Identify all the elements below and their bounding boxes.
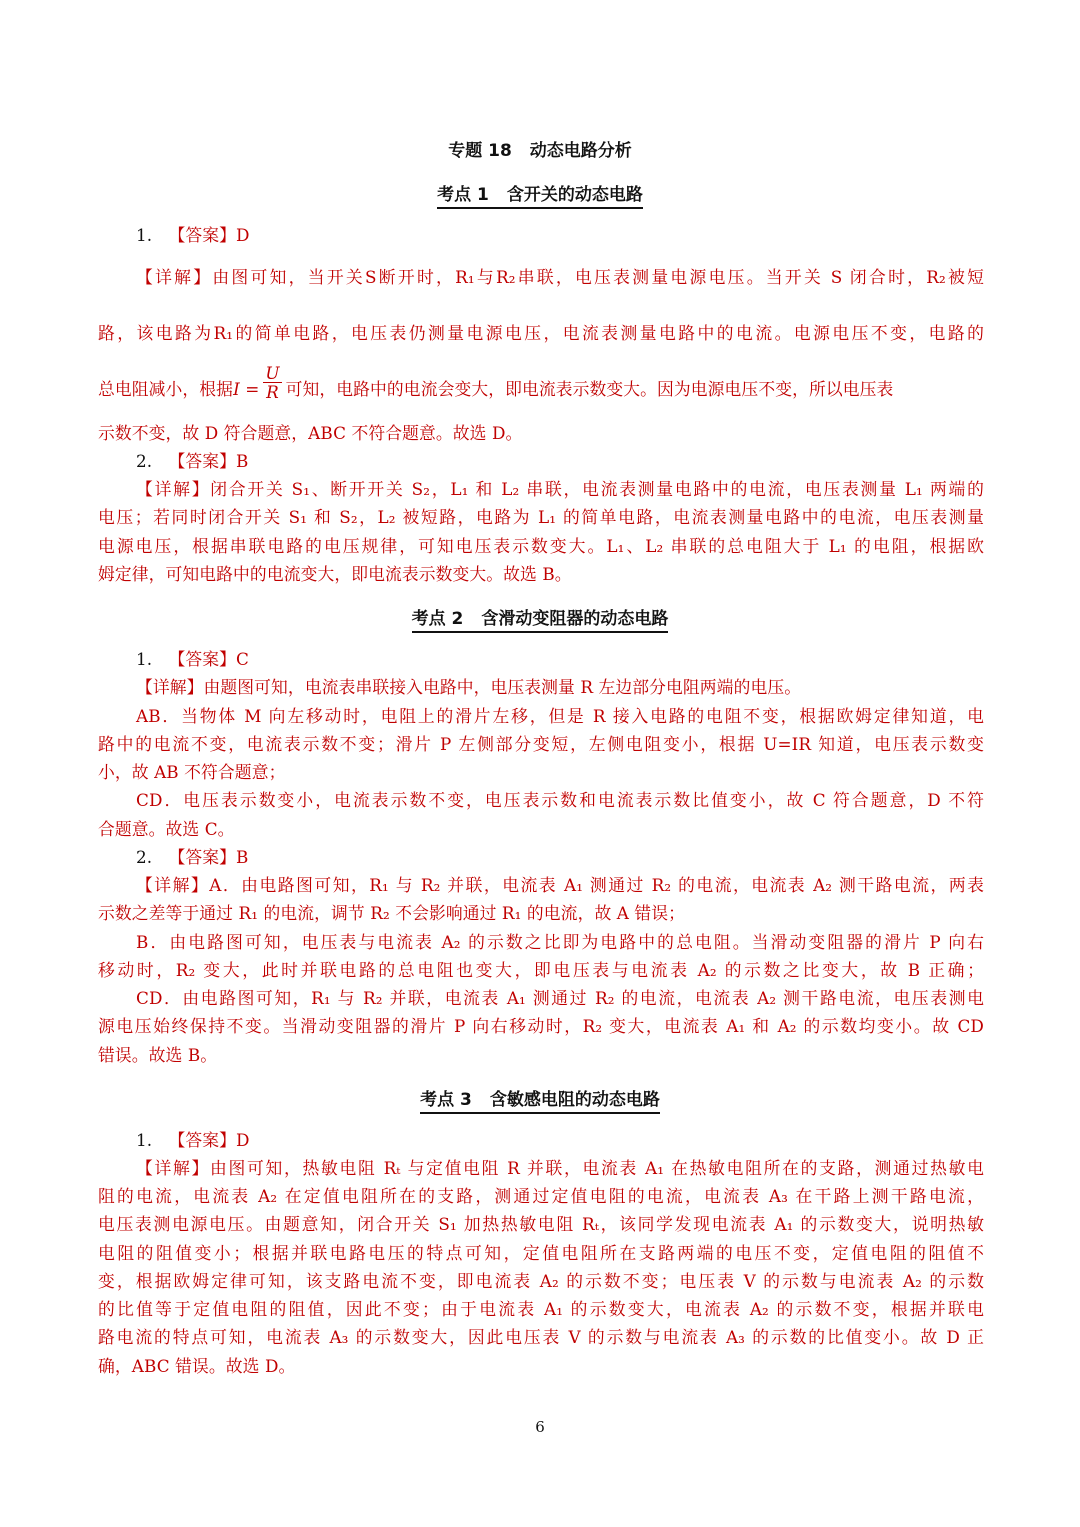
explanation-line: 移动时，R₂ 变大，此时并联电路的总电阻也变大，即电压表与电流表 A₂ 的示数之比变大，故 B 正确； xyxy=(98,960,984,980)
explanation-line: 【详解】A．由电路图可知，R₁ 与 R₂ 并联，电流表 A₁ 测通过 R₂ 的电流，电流表 A₂ 测干路电流，两表 xyxy=(136,875,984,895)
explanation-line: 路，该电路为R₁的简单电路，电压表仍测量电源电压，电流表测量电路中的电流。电源电压不变，电路的 xyxy=(98,323,984,343)
answer-text: 【答案】C xyxy=(168,649,249,669)
answer-text: 【答案】B xyxy=(168,847,249,867)
explanation-line: 的比值等于定值电阻的阻值，因此不变；由于电流表 A₁ 的示数变大，电流表 A₂ 的示数不变，根据并联电 xyxy=(98,1299,984,1319)
explanation-line: 示数之差等于通过 R₁ 的电流，调节 R₂ 不会影响通过 R₁ 的电流，故 A 错误； xyxy=(98,903,686,923)
answer-line xyxy=(136,450,984,472)
answer-text: 【答案】D xyxy=(168,225,250,245)
explanation-line: 路电流的特点可知，电流表 A₃ 的示数变大，因此电压表 V 的示数与电流表 A₃ 的示数的比值变小。故 D 正 xyxy=(98,1327,984,1347)
page-number: 6 xyxy=(535,1418,545,1436)
answer-line xyxy=(136,1129,984,1151)
fraction xyxy=(263,364,281,401)
page-title xyxy=(0,136,1080,161)
topic-label: 专题 xyxy=(448,141,483,161)
explanation-line: 【详解】由题图可知，电流表串联接入电路中，电压表测量 R 左边部分电阻两端的电压。 xyxy=(136,677,802,697)
explanation-line: 小，故 AB 不符合题意； xyxy=(98,762,286,782)
explanation-line: CD．由电路图可知，R₁ 与 R₂ 并联，电流表 A₁ 测通过 R₂ 的电流，电流表 A₂ 测干路电流，电压表测电 xyxy=(136,988,984,1008)
explanation-line: 电阻的阻值变小；根据并联电路电压的特点可知，定值电阻所在支路两端的电压不变，定值电阻的阻值不 xyxy=(98,1243,984,1263)
question-number: 1. xyxy=(136,225,153,245)
answer-line xyxy=(136,648,984,670)
section-label: 考点 1 xyxy=(437,185,489,205)
explanation-line: 电压；若同时闭合开关 S₁ 和 S₂，L₂ 被短路，电路为 L₁ 的简单电路，电流表测量电路中的电流，电压表测量 xyxy=(98,507,984,527)
topic-number: 18 xyxy=(488,141,512,161)
explanation-line: 合题意。故选 C。 xyxy=(98,819,235,839)
question-number: 2. xyxy=(136,847,153,867)
text-segment: 总电阻减小，根据 xyxy=(98,379,234,399)
section-title: 含滑动变阻器的动态电路 xyxy=(481,609,669,629)
explanation-line: B．由电路图可知，电压表与电流表 A₂ 的示数之比即为电路中的总电阻。当滑动变阻器的滑片 P 向右 xyxy=(136,932,984,952)
explanation-line: 阻的电流，电流表 A₂ 在定值电阻所在的支路，测通过定值电阻的电流，电流表 A₃ 在干路上测干路电流， xyxy=(98,1186,984,1206)
explanation-line: CD．电压表示数变小，电流表示数不变，电压表示数和电流表示数比值变小，故 C 符合题意，D 不符 xyxy=(136,790,984,810)
topic-title: 动态电路分析 xyxy=(529,141,632,161)
explanation-line: AB．当物体 M 向左移动时，电阻上的滑片左移，但是 R 接入电路的电阻不变，根据欧姆定律知道，电 xyxy=(136,706,984,726)
section-title: 含开关的动态电路 xyxy=(506,185,643,205)
answer-line xyxy=(136,846,984,868)
answer-text: 【答案】D xyxy=(168,1130,250,1150)
text-segment: 可知，电路中的电流会变大，即电流表示数变大。因为电源电压不变，所以电压表 xyxy=(285,379,894,399)
question-number: 1. xyxy=(136,1130,153,1150)
section-heading-2 xyxy=(0,604,1080,629)
section-label: 考点 2 xyxy=(411,609,464,629)
question-number: 2. xyxy=(136,451,153,471)
answer-text: 【答案】B xyxy=(168,451,249,471)
fraction-numerator: U xyxy=(265,363,280,383)
formula-lhs: I = xyxy=(233,379,260,399)
explanation-line: 变，根据欧姆定律可知，该支路电流不变，即电流表 A₂ 的示数不变；电压表 V 的示数与电流表 A₂ 的示数 xyxy=(98,1271,984,1291)
explanation-line: 电源电压，根据串联电路的电压规律，可知电压表示数变大。L₁、L₂ 串联的总电阻大于 L₁ 的电阻，根据欧 xyxy=(98,536,984,556)
section-heading-3 xyxy=(0,1085,1080,1110)
section-label: 考点 3 xyxy=(420,1090,472,1110)
explanation-line: 姆定律，可知电路中的电流变大，即电流表示数变大。故选 B。 xyxy=(98,564,572,584)
explanation-line: 电压表测电源电压。由题意知，闭合开关 S₁ 加热热敏电阻 Rₜ，该同学发现电流表 A₁ 的示数变大，说明热敏 xyxy=(98,1214,984,1234)
explanation-line: 【详解】闭合开关 S₁、断开开关 S₂，L₁ 和 L₂ 串联，电流表测量电路中的电流，电压表测量 L₁ 两端的 xyxy=(136,479,984,499)
explanation-line-formula xyxy=(98,363,984,402)
explanation-line: 【详解】由图可知，热敏电阻 Rₜ 与定值电阻 R 并联，电流表 A₁ 在热敏电阻所在的支路，测通过热敏电 xyxy=(136,1158,984,1178)
question-number: 1. xyxy=(136,649,153,669)
section-title: 含敏感电阻的动态电路 xyxy=(489,1090,660,1110)
explanation-line: 确，ABC 错误。故选 D。 xyxy=(98,1356,296,1376)
explanation-line: 示数不变，故 D 符合题意，ABC 不符合题意。故选 D。 xyxy=(98,423,523,443)
explanation-line: 路中的电流不变，电流表示数不变；滑片 P 左侧部分变短，左侧电阻变小，根据 U=IR 知道，电压表示数变 xyxy=(98,734,984,754)
explanation-line: 错误。故选 B。 xyxy=(98,1045,218,1065)
fraction-denominator: R xyxy=(266,382,279,402)
answer-line xyxy=(136,224,984,246)
section-heading-1 xyxy=(0,180,1080,205)
explanation-line: 【详解】由图可知，当开关S断开时，R₁与R₂串联，电压表测量电源电压。当开关 S 闭合时，R₂被短 xyxy=(136,267,984,287)
explanation-line: 源电压始终保持不变。当滑动变阻器的滑片 P 向右移动时，R₂ 变大，电流表 A₁ 和 A₂ 的示数均变小。故 CD xyxy=(98,1016,984,1036)
